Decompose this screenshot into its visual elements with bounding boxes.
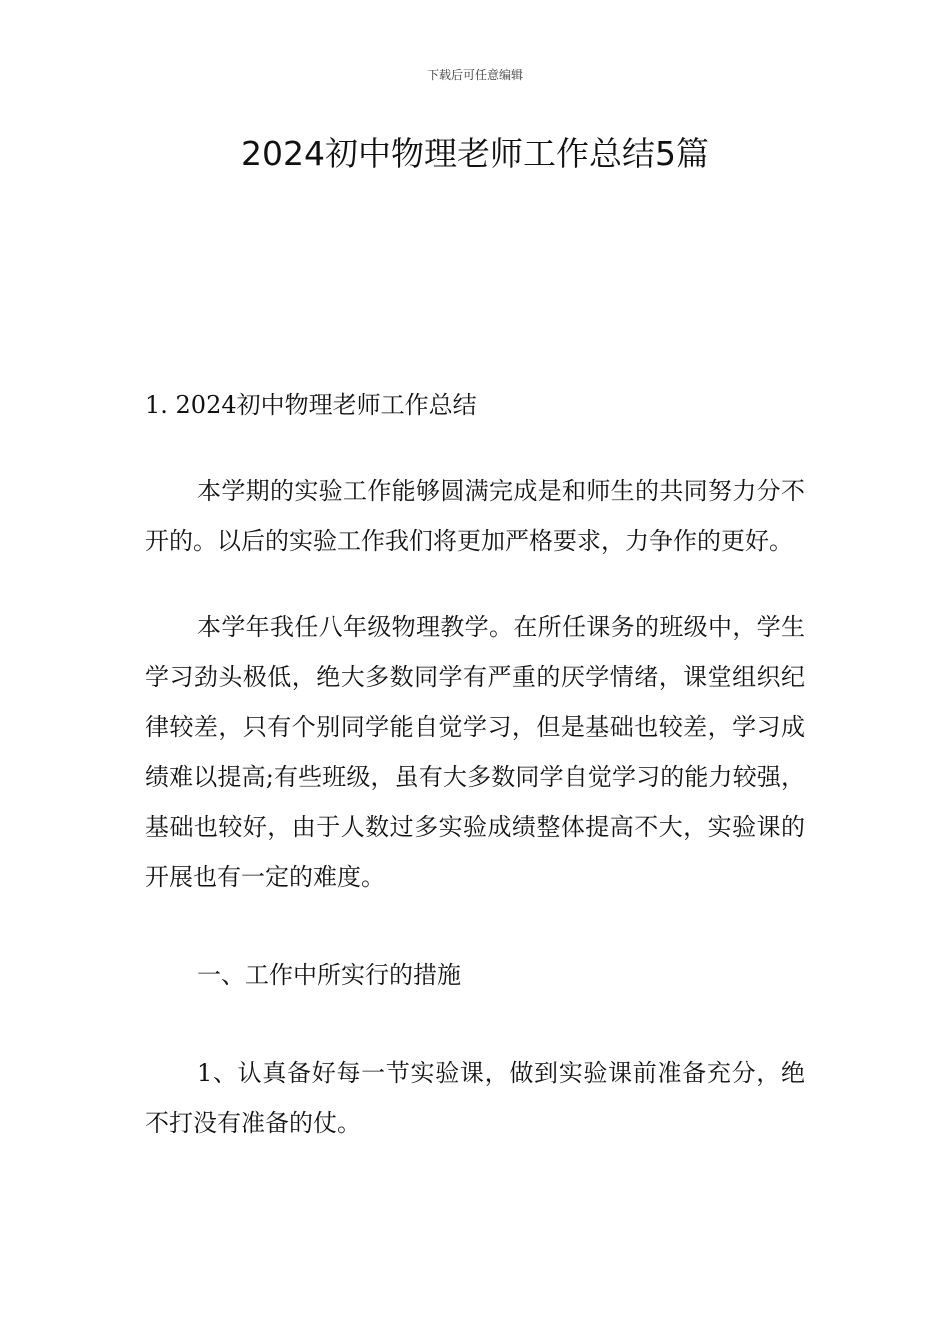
subsection-heading: 一、工作中所实行的措施 bbox=[197, 961, 461, 989]
section-heading: 1. 2024初中物理老师工作总结 bbox=[145, 391, 477, 419]
document-title: 2024初中物理老师工作总结5篇 bbox=[241, 134, 709, 173]
paragraph-2: 本学年我任八年级物理教学。在所任课务的班级中，学生学习劲头极低，绝大多数同学有严重的厌学情绪，课堂组织纪律较差，只有个别同学能自觉学习，但是基础也较差，学习成绩难以提高;有些班级，虽有大多数同学自觉学习的能力较强，基础也较好，由于人数过多实验成绩整体提高不大，实验课的开展也有一定的难度。 bbox=[145, 613, 805, 891]
paragraph-3: 1、认真备好每一节实验课，做到实验课前准备充分，绝不打没有准备的仗。 bbox=[145, 1059, 805, 1137]
document-body bbox=[145, 380, 805, 1148]
header-note: 下载后可任意编辑 bbox=[426, 68, 523, 82]
paragraph-1: 本学期的实验工作能够圆满完成是和师生的共同努力分不开的。以后的实验工作我们将更加严格要求，力争作的更好。 bbox=[145, 477, 805, 555]
